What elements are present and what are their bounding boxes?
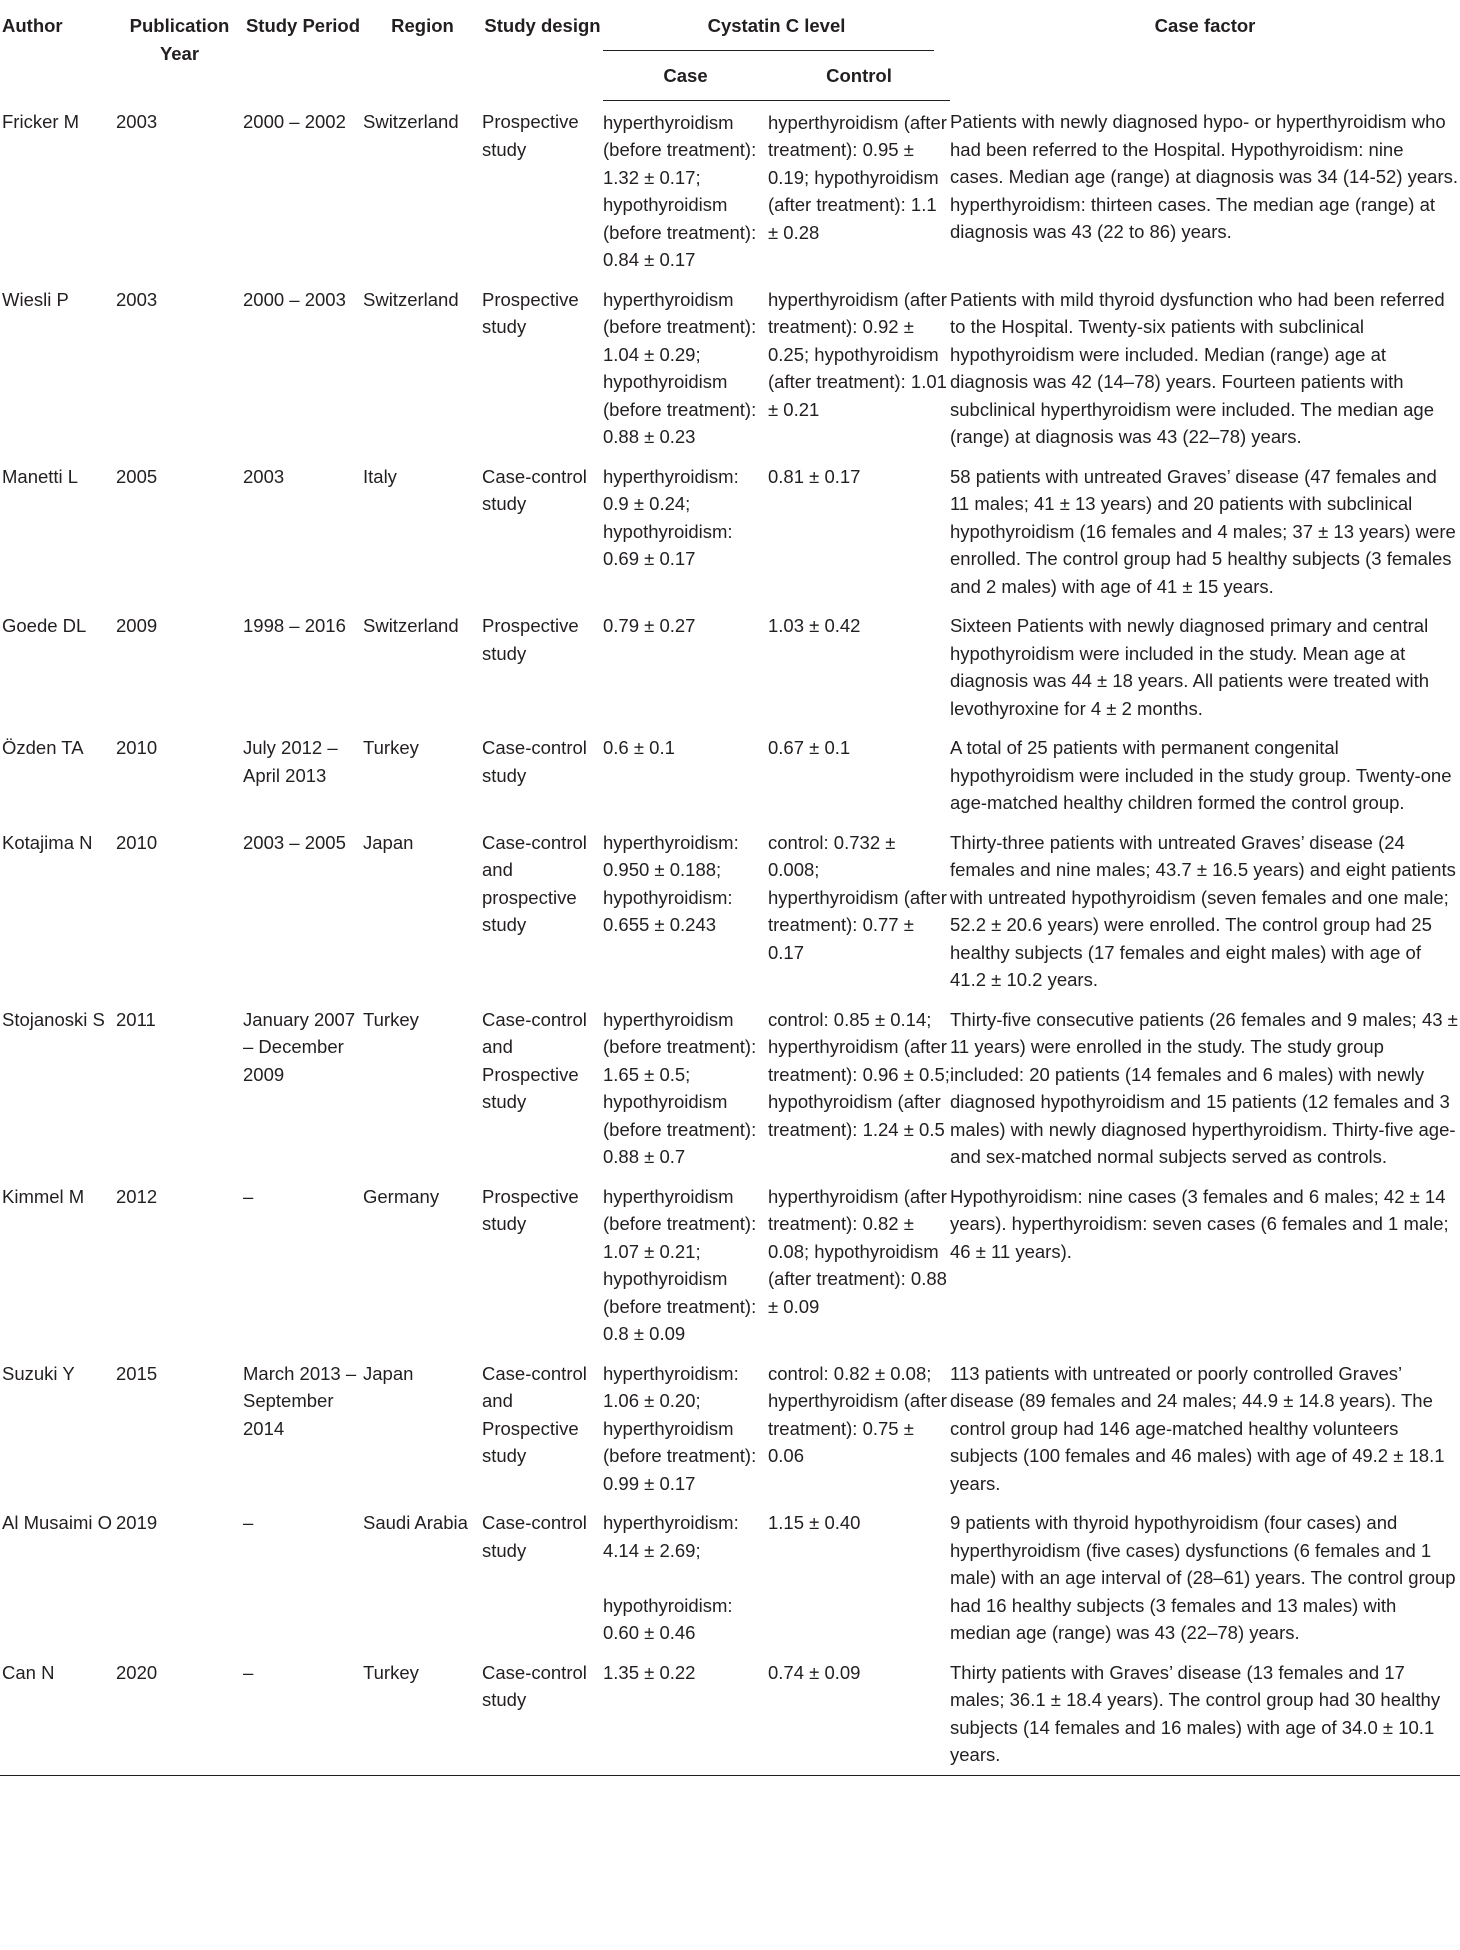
cell-author: Kotajima N: [2, 831, 93, 853]
table-row: [0, 1651, 1460, 1776]
cell-case: hyperthyroidism (before treatment): 1.32 ± 0.17; hypothyroidism (before treatment): 0.84 ± 0.17: [603, 111, 757, 270]
header-case: Case: [603, 51, 768, 101]
cell-control: 0.81 ± 0.17: [768, 465, 861, 487]
cell-region: Italy: [363, 465, 397, 487]
table-row: [0, 100, 1460, 278]
table-row: [0, 1175, 1460, 1352]
cell-author: Fricker M: [2, 111, 80, 132]
cell-case-factor: Patients with mild thyroid dysfunction who had been referred to the Hospital. Twenty-six patients with subclinical hypothyroidism were included. Median (range) age at diagnosis was 42 (14–78) years. Fourteen patients with subclinical hyperthyroidism were included. The median age (range) at diagnosis was 43 (22–78) years.: [950, 288, 1445, 447]
cell-year: 2020: [116, 1651, 243, 1776]
header-region: Region: [391, 15, 454, 36]
cell-design: Case-control study: [482, 465, 587, 514]
cell-design: Case-control and Prospective study: [482, 1008, 587, 1112]
cell-case-factor: Thirty-five consecutive patients (26 females and 9 males; 43 ± 11 years) were enrolled in the study. The study group included: 20 patients (14 females and 6 males) with newly diagnosed hypothyroidism and 15 patients (12 females and 3 males) with newly diagnosed hyperthyroidism. Thirty-five age- and sex-matched normal subjects served as controls.: [950, 1008, 1458, 1167]
cell-author: Stojanoski S: [2, 1008, 105, 1030]
cell-period: –: [243, 1651, 363, 1776]
header-publication-year: Publication Year: [129, 15, 230, 64]
cell-period: 1998 – 2016: [243, 615, 346, 636]
table-row: [0, 1352, 1460, 1502]
cell-control: 1.15 ± 0.40: [768, 1512, 861, 1533]
cell-design: Prospective study: [482, 1185, 579, 1234]
cell-case-factor: 9 patients with thyroid hypothyroidism (four cases) and hyperthyroidism (five cases) dysfunctions (6 females and 1 male) with an age interval of (28–61) years. The control group had 16 healthy subjects (3 females and 13 males) with median age (range) was 43 (22–78) years.: [950, 1512, 1456, 1643]
cell-design: Case-control and Prospective study: [482, 1362, 587, 1466]
cell-author: Suzuki Y: [2, 1362, 75, 1384]
cell-region: Switzerland: [363, 111, 459, 132]
cell-design: Case-control study: [482, 1651, 603, 1776]
cell-period: 2003: [243, 465, 285, 487]
cell-design: Case-control study: [482, 1512, 587, 1561]
table-row: [0, 604, 1460, 726]
cell-region: Turkey: [363, 737, 419, 758]
cell-author: Goede DL: [2, 615, 87, 636]
cell-period: 2000 – 2003: [243, 288, 346, 310]
cell-period: –: [243, 1185, 254, 1207]
table-row: [0, 821, 1460, 998]
cell-year: 2010: [116, 831, 158, 853]
cell-case-line: hyperthyroidism: 4.14 ± 2.69;: [603, 1512, 739, 1561]
header-study-design: Study design: [484, 15, 601, 36]
cell-case-factor: 58 patients with untreated Graves’ disease (47 females and 11 males; 41 ± 13 years) and 20 patients with subclinical hypothyroidism (16 females and 4 males; 37 ± 13 years) were enrolled. The control group had 5 healthy subjects (3 females and 2 males) with age of 41 ± 15 years.: [950, 465, 1456, 597]
cell-case: hyperthyroidism: 0.950 ± 0.188; hypothyroidism: 0.655 ± 0.243: [603, 831, 739, 935]
cell-case-factor: A total of 25 patients with permanent congenital hypothyroidism were included in the study group. Twenty-one age-matched healthy children formed the control group.: [950, 737, 1452, 813]
cell-region: Japan: [363, 831, 414, 853]
cell-case: 1.35 ± 0.22: [603, 1651, 768, 1776]
header-control: Control: [768, 51, 950, 101]
cell-region: Switzerland: [363, 615, 459, 636]
cell-year: 2015: [116, 1362, 158, 1384]
cell-case: hyperthyroidism: 1.06 ± 0.20; hyperthyroidism (before treatment): 0.99 ± 0.17: [603, 1362, 757, 1494]
cell-case-factor: Thirty-three patients with untreated Graves’ disease (24 females and nine males; 43.7 ± 16.5 years) and eight patients with untreated hypothyroidism (seven females and one male; 52.2 ± 20.6 years) were enrolled. The control group had 25 healthy subjects (17 females and eight males) with age of 41.2 ± 10.2 years.: [950, 831, 1456, 990]
cell-region: Japan: [363, 1362, 414, 1384]
cell-author: Can N: [0, 1651, 116, 1776]
cell-control: 0.74 ± 0.09: [768, 1651, 950, 1776]
cell-case-line: hypothyroidism: 0.60 ± 0.46: [603, 1594, 733, 1643]
cell-author: Kimmel M: [2, 1185, 85, 1207]
cell-period: July 2012 – April 2013: [243, 737, 338, 786]
table-row: [0, 726, 1460, 821]
cell-control: 1.03 ± 0.42: [768, 615, 861, 636]
table-row: [0, 998, 1460, 1175]
cell-region: Saudi Arabia: [363, 1512, 468, 1533]
cell-period: 2000 – 2002: [243, 111, 346, 132]
cell-case: hyperthyroidism (before treatment): 1.04 ± 0.29; hypothyroidism (before treatment): 0.88 ± 0.23: [603, 288, 757, 447]
cell-case: hyperthyroidism (before treatment): 1.07 ± 0.21; hypothyroidism (before treatment): 0.8 ± 0.09: [603, 1185, 757, 1344]
cell-region: Turkey: [363, 1008, 419, 1030]
cell-year: 2003: [116, 288, 158, 310]
header-author: Author: [2, 15, 63, 36]
cell-case: [603, 1501, 768, 1651]
cell-case: 0.6 ± 0.1: [603, 737, 675, 758]
cell-design: Prospective study: [482, 615, 579, 664]
cell-year: 2019: [116, 1512, 158, 1533]
cell-case: hyperthyroidism (before treatment): 1.65 ± 0.5; hypothyroidism (before treatment): 0.88 ± 0.7: [603, 1008, 757, 1167]
cell-control: hyperthyroidism (after treatment): 0.92 ± 0.25; hypothyroidism (after treatment): 1.01 ± 0.21: [768, 288, 947, 420]
cell-period: January 2007 – December 2009: [243, 1008, 356, 1085]
table-row: [0, 278, 1460, 455]
header-cystatin-c-level: [603, 0, 950, 51]
cell-period: 2003 – 2005: [243, 831, 346, 853]
cell-period: –: [243, 1512, 254, 1533]
cell-author: Özden TA: [2, 737, 84, 758]
cell-region: Turkey: [363, 1651, 482, 1776]
cell-design: Prospective study: [482, 111, 579, 160]
cell-year: 2005: [116, 465, 158, 487]
cell-control: hyperthyroidism (after treatment): 0.82 ± 0.08; hypothyroidism (after treatment): 0.88 ± 0.09: [768, 1185, 947, 1317]
cell-design: Prospective study: [482, 288, 579, 337]
cell-year: 2003: [116, 111, 158, 132]
header-case-factor: Case factor: [1154, 15, 1256, 36]
cell-case-factor: Sixteen Patients with newly diagnosed primary and central hypothyroidism were included in the study. Mean age at diagnosis was 44 ± 18 years. All patients were treated with levothyroxine for 4 ± 2 months.: [950, 615, 1430, 719]
cell-author: Al Musaimi O: [2, 1512, 112, 1533]
cell-year: 2012: [116, 1185, 158, 1207]
cell-region: Germany: [363, 1185, 440, 1207]
cell-case: hyperthyroidism: 0.9 ± 0.24; hypothyroidism: 0.69 ± 0.17: [603, 465, 739, 569]
table-row: [0, 455, 1460, 605]
cell-year: 2011: [116, 1008, 156, 1030]
header-cystatin-c-label: Cystatin C level: [707, 15, 846, 36]
cell-control: control: 0.732 ± 0.008; hyperthyroidism (after treatment): 0.77 ± 0.17: [768, 831, 947, 963]
cell-design: Case-control study: [482, 737, 587, 786]
cell-design: Case-control and prospective study: [482, 831, 587, 935]
cell-author: Wiesli P: [2, 288, 69, 310]
cell-year: 2010: [116, 737, 158, 758]
cell-control: hyperthyroidism (after treatment): 0.95 ± 0.19; hypothyroidism (after treatment): 1.1 ± 0.28: [768, 111, 947, 243]
cell-case-factor: Patients with newly diagnosed hypo- or hyperthyroidism who had been referred to the Hospital. Hypothyroidism: nine cases. Median age (range) at diagnosis was 34 (14-52) years. hyperthyroidism: thirteen cases. The median age (range) at diagnosis was 43 (22 to 86) years.: [950, 111, 1458, 242]
cell-case-factor: 113 patients with untreated or poorly controlled Graves’ disease (89 females and 24 males; 44.9 ± 14.8 years). The control group had 146 age-matched healthy volunteers subjects (100 females and 46 males) with age of 49.2 ± 18.1 years.: [950, 1362, 1445, 1494]
cell-region: Switzerland: [363, 288, 459, 310]
table-row: [0, 1501, 1460, 1651]
cell-control: 0.67 ± 0.1: [768, 737, 851, 758]
cell-case-factor: Hypothyroidism: nine cases (3 females and 6 males; 42 ± 14 years). hyperthyroidism: seven cases (6 females and 1 male; 46 ± 11 years).: [950, 1185, 1449, 1262]
cell-period: March 2013 – September 2014: [243, 1362, 357, 1439]
header-study-period: Study Period: [245, 15, 361, 36]
cell-case-spacer: [603, 1564, 768, 1592]
cell-author: Manetti L: [2, 465, 79, 487]
cell-control: control: 0.82 ± 0.08; hyperthyroidism (after treatment): 0.75 ± 0.06: [768, 1362, 947, 1466]
cell-year: 2009: [116, 615, 158, 636]
cell-control: control: 0.85 ± 0.14; hyperthyroidism (after treatment): 0.96 ± 0.5; hypothyroidism (after treatment): 1.24 ± 0.5: [768, 1008, 950, 1140]
cell-case-factor: Thirty patients with Graves’ disease (13 females and 17 males; 36.1 ± 18.4 years). The control group had 30 healthy subjects (14 females and 16 males) with age of 34.0 ± 10.1 years.: [950, 1651, 1460, 1776]
cell-case: 0.79 ± 0.27: [603, 615, 696, 636]
